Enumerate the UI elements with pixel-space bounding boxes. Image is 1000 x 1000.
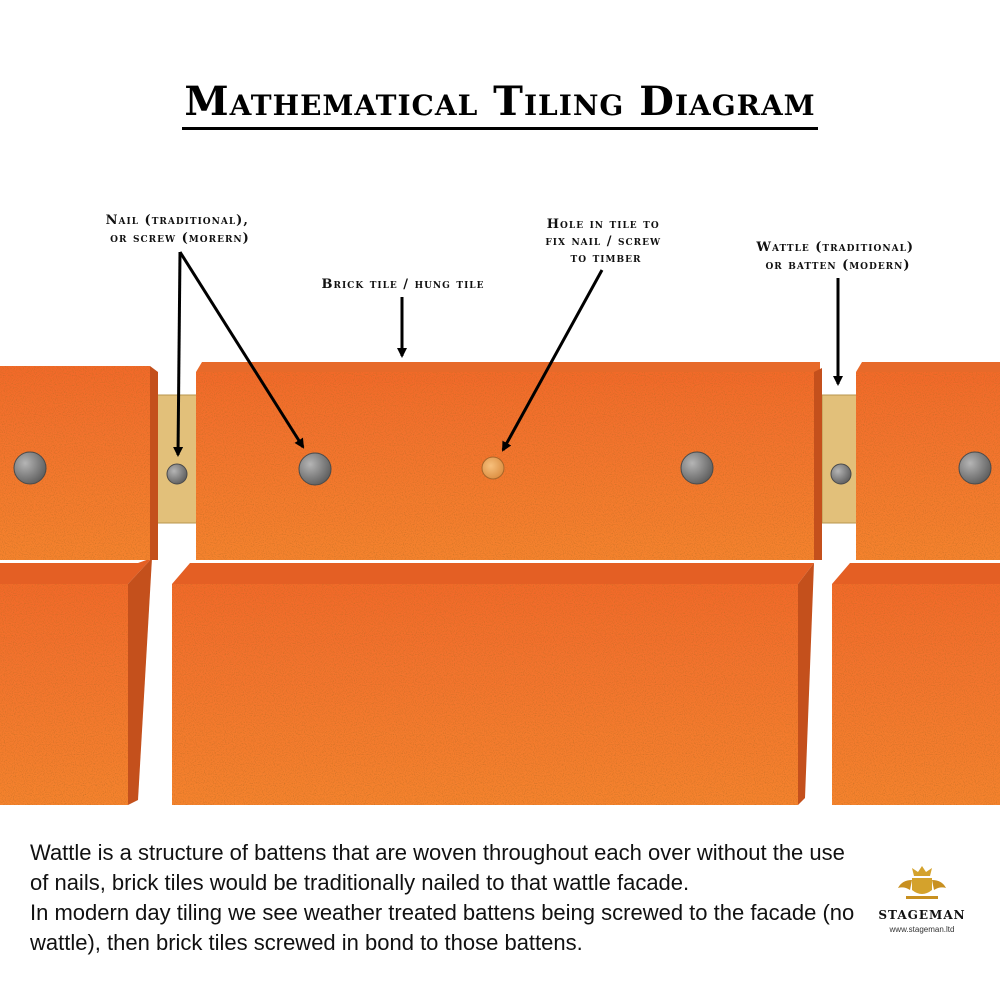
label-wattle-line: or batten (modern) — [765, 258, 911, 273]
label-brick-tile-line: Brick tile / hung tile — [321, 277, 485, 292]
label-brick-tile — [322, 277, 485, 292]
crest-icon — [892, 862, 952, 902]
label-hole-line: to timber — [570, 251, 642, 266]
nail-icon — [299, 453, 331, 485]
description — [30, 838, 860, 958]
label-nail-line: or screw (morern) — [110, 231, 250, 246]
label-wattle-line: Wattle (traditional) — [756, 240, 915, 255]
label-hole-line: Hole in tile to — [546, 217, 660, 232]
tiles-lower-row — [0, 558, 1000, 805]
nail-icon — [167, 464, 187, 484]
nail-icon — [831, 464, 851, 484]
logo-url: www.stageman.ltd — [889, 925, 955, 934]
batten-right — [822, 395, 858, 523]
brick-tile — [0, 558, 152, 805]
label-nail-line: Nail (traditional), — [105, 213, 249, 228]
label-hole-line: fix nail / screw — [545, 234, 662, 249]
label-wattle — [755, 240, 919, 273]
description-paragraph: Wattle is a structure of battens that are woven throughout each over without the use of nails, brick tiles would be traditionally nailed to that wattle facade. — [30, 840, 845, 895]
stageman-logo — [872, 862, 972, 934]
label-hole — [545, 217, 666, 266]
brick-tile — [196, 362, 822, 560]
label-nail — [106, 213, 255, 246]
brick-tile — [832, 563, 1000, 805]
brick-tile — [172, 563, 814, 805]
description-paragraph: In modern day tiling we see weather treated battens being screwed to the facade (no wattle), then brick tiles screwed in bond to those battens. — [30, 900, 855, 955]
logo-name: STAGEMAN — [878, 908, 966, 922]
arrow-nail-batten — [178, 252, 180, 455]
nail-icon — [681, 452, 713, 484]
hole-icon — [482, 457, 504, 479]
nail-icon — [14, 452, 46, 484]
nail-icon — [959, 452, 991, 484]
page-title: Mathematical Tiling Diagram — [0, 78, 1000, 125]
